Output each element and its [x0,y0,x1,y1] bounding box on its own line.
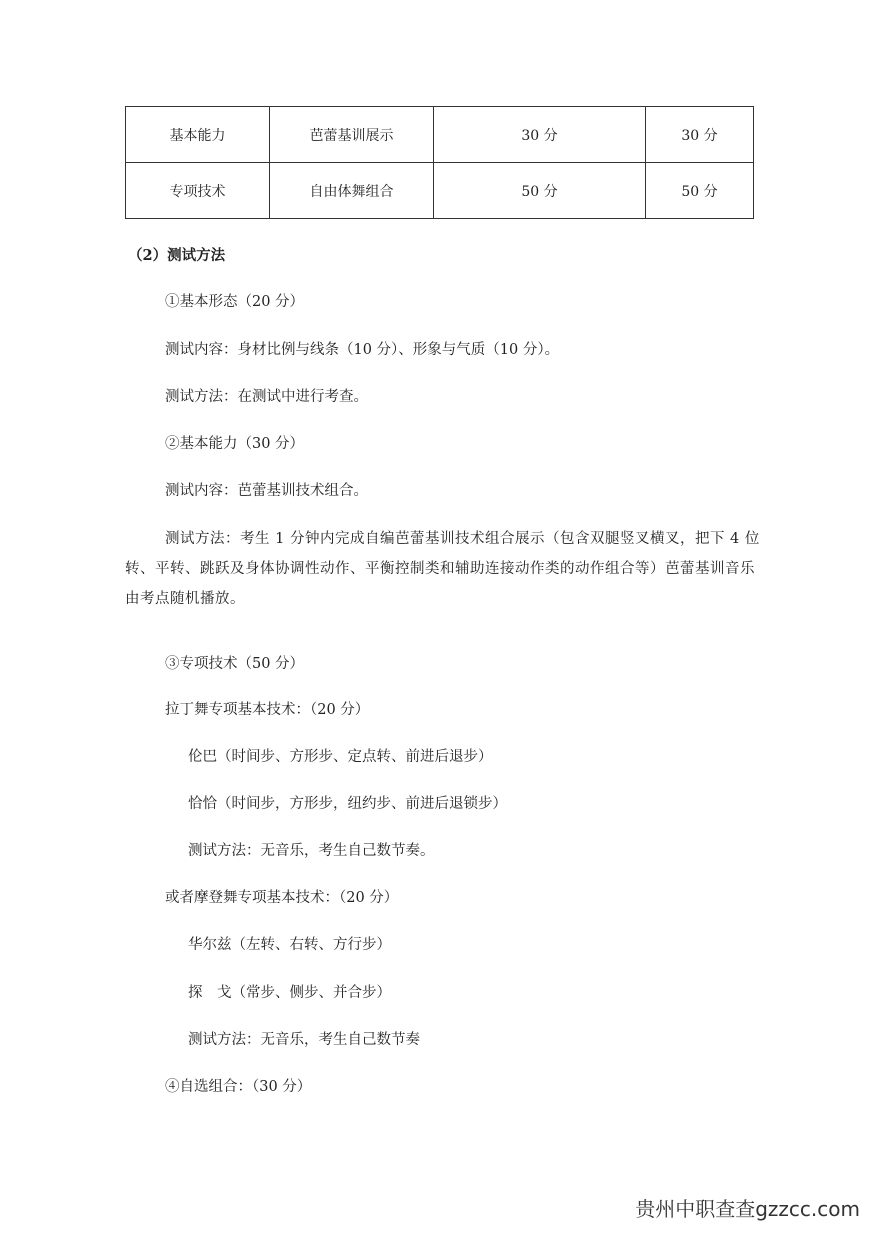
table-cell-category: 基本能力 [126,107,270,163]
latin-item-rumba: 伦巴（时间步、方形步、定点转、前进后退步） [188,749,493,765]
table-cell-total: 50 分 [646,163,754,219]
latin-test-method: 测试方法：无音乐，考生自己数节奏。 [188,843,435,859]
subsection-title-basic-ability: ②基本能力（30 分） [165,436,305,452]
latin-title: 拉丁舞专项基本技术：（20 分） [165,702,370,718]
table-cell-item: 芭蕾基训展示 [270,107,434,163]
test-content-basic-form: 测试内容：身材比例与线条（10 分）、形象与气质（10 分）。 [165,342,560,358]
modern-item-waltz: 华尔兹（左转、右转、方行步） [188,937,391,953]
test-content-basic-ability: 测试内容：芭蕾基训技术组合。 [165,483,368,499]
modern-title: 或者摩登舞专项基本技术：（20 分） [165,890,399,906]
modern-item-tango: 探 戈（常步、侧步、并合步） [188,985,391,1001]
latin-item-chacha: 恰恰（时间步，方形步，纽约步、前进后退锁步） [188,796,507,812]
table-cell-score: 30 分 [434,107,646,163]
table-cell-total: 30 分 [646,107,754,163]
table-cell-score: 50 分 [434,163,646,219]
score-table [125,106,754,219]
subsection-title-special-skill: ③专项技术（50 分） [165,656,305,672]
table-cell-category: 专项技术 [126,163,270,219]
watermark: 贵州中职查查gzzcc.com [635,1197,860,1221]
subsection-title-free-combination: ④自选组合：（30 分） [165,1079,312,1095]
test-method-basic-form: 测试方法：在测试中进行考查。 [165,389,368,405]
table-row [126,163,754,219]
table-row [126,107,754,163]
test-method-basic-ability: 测试方法：考生 1 分钟内完成自编芭蕾基训技术组合展示（包含双腿竖叉横叉，把下 4 位转、平转、跳跃及身体协调性动作、平衡控制类和辅助连接动作类的动作组合等）芭蕾基训音乐由考点随机播放。 [125,531,760,607]
table-cell-item: 自由体舞组合 [270,163,434,219]
subsection-title-basic-form: ①基本形态（20 分） [165,294,305,310]
section-heading: （2）测试方法 [128,247,226,264]
modern-test-method: 测试方法：无音乐，考生自己数节奏 [188,1032,420,1048]
